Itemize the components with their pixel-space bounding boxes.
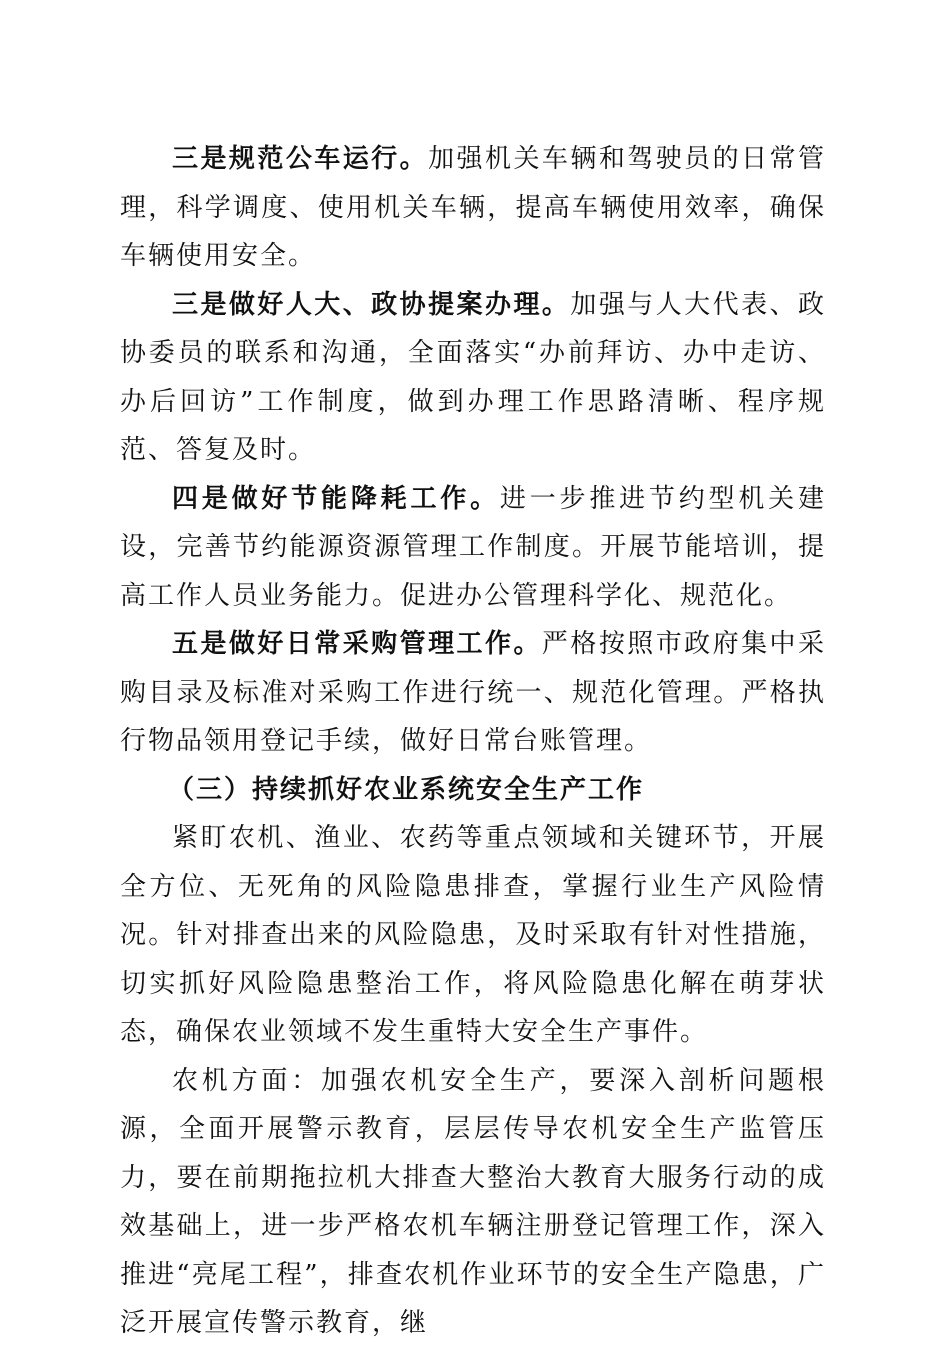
paragraph-proposal-handling (120, 281, 826, 475)
paragraph-agricultural-machinery: 农机方面：加强农机安全生产，要深入剖析问题根源，全面开展警示教育，层层传导农机安全生产监管压力，要在前期拖拉机大排查大整治大教育大服务行动的成效基础上，进一步严格农机车辆注册登记管理工作，深入推进“亮尾工程”，排查农机作业环节的安全生产隐患，广泛开展宣传警示教育，继 (120, 1065, 826, 1338)
paragraph-text: 进一步推进节约型机关建设，完善节约能源资源管理工作制度。开展节能培训，提高工作人员业务能力。促进办公管理科学化、规范化。 (120, 483, 826, 611)
paragraph-text: 严格按照市政府集中采购目录及标准对采购工作进行统一、规范化管理。严格执行物品领用登记手续，做好日常台账管理。 (120, 629, 826, 756)
document-content (120, 135, 826, 1348)
paragraph-vehicle-management (120, 135, 826, 281)
paragraph-procurement (120, 620, 826, 766)
section-heading: （三）持续抓好农业系统安全生产工作 (168, 774, 645, 805)
paragraph-text: 加强与人大代表、政协委员的联系和沟通，全面落实“办前拜访、办中走访、办后回访”工作制度，做到办理工作思路清晰、程序规范、答复及时。 (120, 289, 826, 465)
paragraph-energy-saving (120, 475, 826, 621)
paragraph-lead: 三是做好人大、政协提案办理。 (172, 289, 571, 320)
paragraph-lead: 三是规范公车运行。 (172, 144, 429, 174)
paragraph-lead: 四是做好节能降耗工作。 (172, 483, 500, 514)
paragraph-text: 加强机关车辆和驾驶员的日常管理，科学调度、使用机关车辆，提高车辆使用效率，确保车辆使用安全。 (120, 144, 826, 271)
paragraph-risk-inspection: 紧盯农机、渔业、农药等重点领域和关键环节，开展全方位、无死角的风险隐患排查，掌握行业生产风险情况。针对排查出来的风险隐患，及时采取有针对性措施，切实抓好风险隐患整治工作，将风险隐患化解在萌芽状态，确保农业领域不发生重特大安全生产事件。 (120, 823, 826, 1047)
paragraph-lead: 五是做好日常采购管理工作。 (172, 629, 542, 659)
